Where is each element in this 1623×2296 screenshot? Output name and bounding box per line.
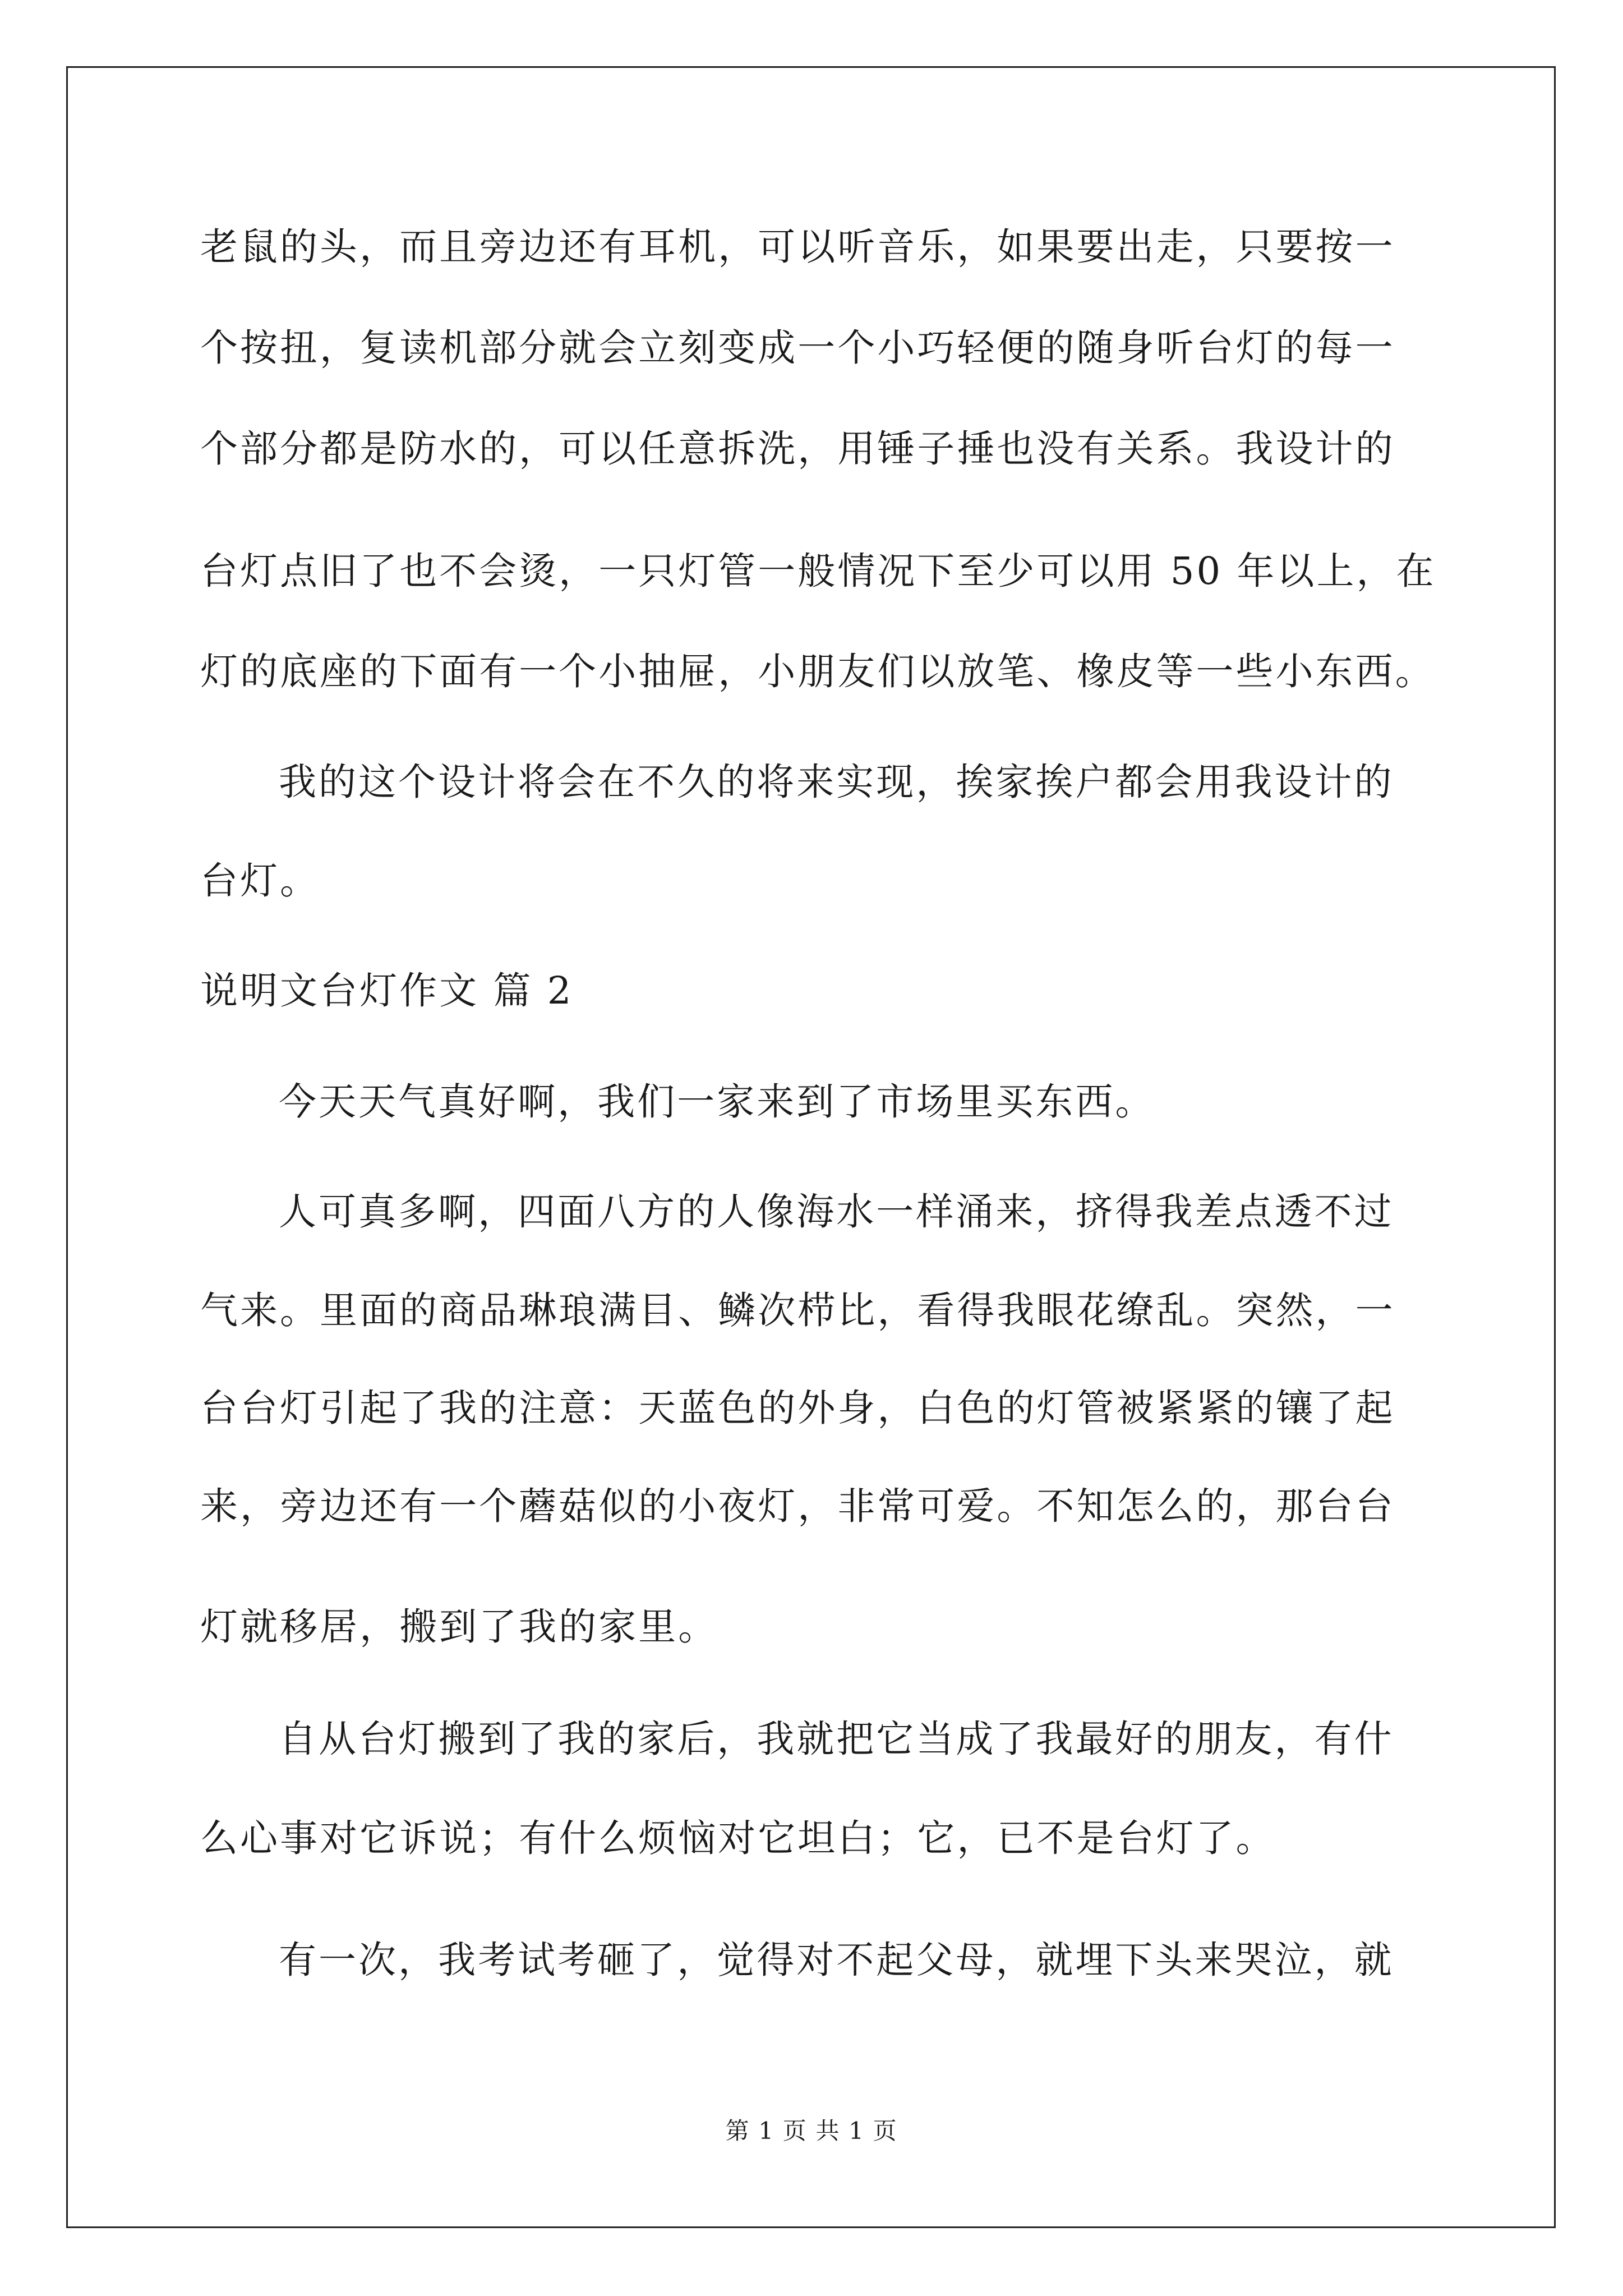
text-line: 灯就移居，搬到了我的家里。 (200, 1605, 718, 1649)
text-line: 台台灯引起了我的注意：天蓝色的外身，白色的灯管被紧紧的镶了起 (200, 1386, 1395, 1430)
text-line: 个部分都是防水的，可以任意拆洗，用锤子捶也没有关系。我设计的 (200, 427, 1395, 471)
section-heading: 说明文台灯作文 篇 2 (200, 969, 574, 1013)
paragraph-start-line: 我的这个设计将会在不久的将来实现，挨家挨户都会用我设计的 (279, 760, 1394, 804)
page-border (66, 66, 1556, 2228)
paragraph-start-line: 今天天气真好啊，我们一家来到了市场里买东西。 (279, 1080, 1155, 1124)
paragraph-start-line: 人可真多啊，四面八方的人像海水一样涌来，挤得我差点透不过 (279, 1190, 1394, 1234)
paragraph-start-line: 有一次，我考试考砸了，觉得对不起父母，就埋下头来哭泣，就 (279, 1938, 1394, 1982)
text-line: 台灯点旧了也不会烫，一只灯管一般情况下至少可以用 50 年以上，在 (200, 549, 1436, 593)
text-line: 么心事对它诉说；有什么烦恼对它坦白；它，已不是台灯了。 (200, 1816, 1276, 1860)
page-footer: 第 1 页 共 1 页 (725, 2117, 898, 2145)
paragraph-start-line: 自从台灯搬到了我的家后，我就把它当成了我最好的朋友，有什 (279, 1717, 1394, 1761)
text-line: 气来。里面的商品琳琅满目、鳞次栉比，看得我眼花缭乱。突然，一 (200, 1289, 1395, 1332)
text-line: 来，旁边还有一个蘑菇似的小夜灯，非常可爱。不知怎么的，那台台 (200, 1484, 1395, 1528)
text-line: 个按扭，复读机部分就会立刻变成一个小巧轻便的随身听台灯的每一 (200, 326, 1395, 370)
text-line: 老鼠的头，而且旁边还有耳机，可以听音乐，如果要出走，只要按一 (200, 225, 1395, 269)
text-line: 台灯。 (200, 859, 320, 903)
text-line: 灯的底座的下面有一个小抽屉，小朋友们以放笔、橡皮等一些小东西。 (200, 650, 1435, 693)
